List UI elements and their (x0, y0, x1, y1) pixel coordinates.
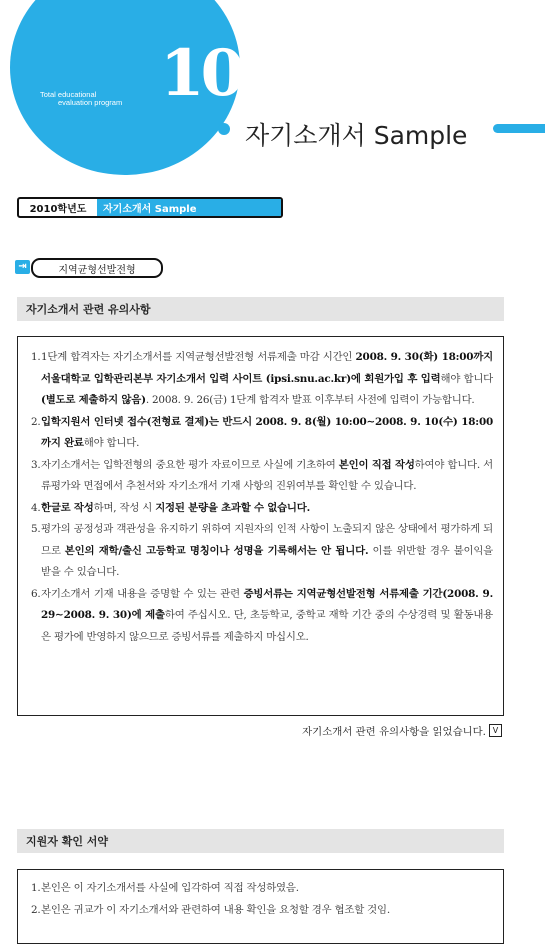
signature-box (17, 869, 504, 944)
emphasized-text: 입학지원서 인터넷 접수(전형료 결제)는 반드시 2008. 9. 8(월) 10:00∼2008. 9. 10(수) 18:00까지 완료 (41, 415, 493, 449)
text-segment: 하여 주십시오. 단, 초등학교, 중학교 재학 기간 중의 수상경력 및 활동내용은 평가에 반영하지 않으므로 증빙서류를 제출하지 마십시오. (41, 609, 494, 643)
program-label-line2: evaluation program (58, 98, 123, 107)
text-segment: 평가의 공정성과 객관성을 유지하기 위하여 지원자의 인적 사항이 노출되지 않은 상태에서 평가하게 되므로 (41, 523, 493, 557)
text-segment: 자기소개서 기재 내용을 증명할 수 있는 관련 (41, 587, 244, 600)
notice-item-text (41, 584, 493, 649)
notice-item (31, 347, 493, 412)
header-accent-bar (493, 124, 545, 133)
pledge-item (31, 878, 493, 900)
text-segment: 하여야 합니다. 서류평가와 면접에서 추천서와 자기소개서 기재 사항의 진위여부를 확인할 수 있습니다. (41, 458, 493, 492)
acknowledgement (302, 723, 502, 738)
emphasized-text: 지정된 분량을 초과할 수 없습니다. (155, 501, 311, 514)
notice-item-number: 2. (31, 415, 41, 428)
signature-section-heading: 지원자 확인 서약 (17, 829, 504, 853)
notice-item-number: 1. (31, 351, 41, 363)
emphasized-text: 본인의 재학/출신 고등학교 명칭이나 성명을 기록해서는 안 됩니다. (64, 544, 369, 557)
text-segment: 해야 합니다. (83, 437, 140, 449)
text-segment: 해야 합니다 (440, 372, 493, 385)
text-segment: 하며, 작성 시 (93, 501, 156, 514)
notice-box (17, 336, 504, 716)
page-title: 자기소개서 Sample (245, 121, 468, 150)
notice-item-text (41, 519, 493, 584)
notice-item-text (41, 347, 493, 412)
notice-item (31, 455, 493, 498)
notice-item-number: 6. (31, 587, 41, 600)
notice-item-text (41, 412, 493, 455)
notice-section-heading: 자기소개서 관련 유의사항 (17, 297, 504, 321)
text-segment: . 2008. 9. 26(금) 1단계 합격자 발표 이후부터 사전에 입력이 가능합니다. (145, 394, 475, 406)
year-label (17, 197, 283, 218)
notice-item-number: 3. (31, 458, 41, 471)
pledge-item-text: 본인은 이 자기소개서를 사실에 입각하여 직접 작성하였음. (41, 882, 299, 894)
notice-item (31, 412, 493, 455)
pledge-item-number: 1. (31, 882, 41, 894)
pledge-item-number: 2. (31, 903, 41, 916)
notice-item-text (41, 498, 310, 520)
text-segment: 자기소개서는 입학전형의 중요한 평가 자료이므로 사실에 기초하여 (41, 458, 339, 471)
emphasized-text: 본인이 직접 작성 (338, 458, 415, 471)
text-segment: 1단계 합격자는 자기소개서를 지역균형선발전형 서류제출 마감 시간인 (41, 351, 356, 363)
chapter-number: 10 (160, 36, 242, 111)
title-bullet-dot (218, 123, 230, 135)
emphasized-text: 한글로 작성 (41, 501, 94, 514)
pledge-item (31, 900, 493, 922)
notice-item (31, 519, 493, 584)
pledge-item-text: 본인은 귀교가 이 자기소개서와 관련하여 내용 확인을 요청할 경우 협조할 것임. (41, 903, 390, 916)
emphasized-text: 2008. 9. 30(화) 18:00까지 서울대학교 입학관리본부 자기소개서 입력 사이트 (ipsi.snu.ac.kr)에 회원가입 후 입력 (41, 351, 493, 385)
notice-item (31, 584, 493, 649)
program-label-line1: Total educational (40, 90, 97, 99)
notice-item (31, 498, 493, 520)
emphasized-text: (별도로 제출하지 않음) (41, 394, 146, 406)
category-tag: 지역균형선발전형 (31, 258, 163, 278)
text-segment: 이를 위반할 경우 불이익을 받을 수 있습니다. (41, 544, 494, 578)
year-label-right: 자기소개서 Sample (97, 199, 281, 216)
acknowledgement-checkbox[interactable]: V (489, 724, 502, 737)
notice-item-number: 4. (31, 501, 41, 514)
year-label-left: 2010학년도 (29, 204, 87, 215)
notice-item-text (41, 455, 493, 498)
acknowledgement-text: 자기소개서 관련 유의사항을 읽었습니다. (302, 726, 486, 738)
arrow-in-icon: ⇥ (15, 260, 30, 274)
emphasized-text: 증빙서류는 지역균형선발전형 서류제출 기간(2008. 9. 29∼2008. 9. 30)에 제출 (41, 587, 493, 621)
notice-item-number: 5. (31, 523, 41, 535)
